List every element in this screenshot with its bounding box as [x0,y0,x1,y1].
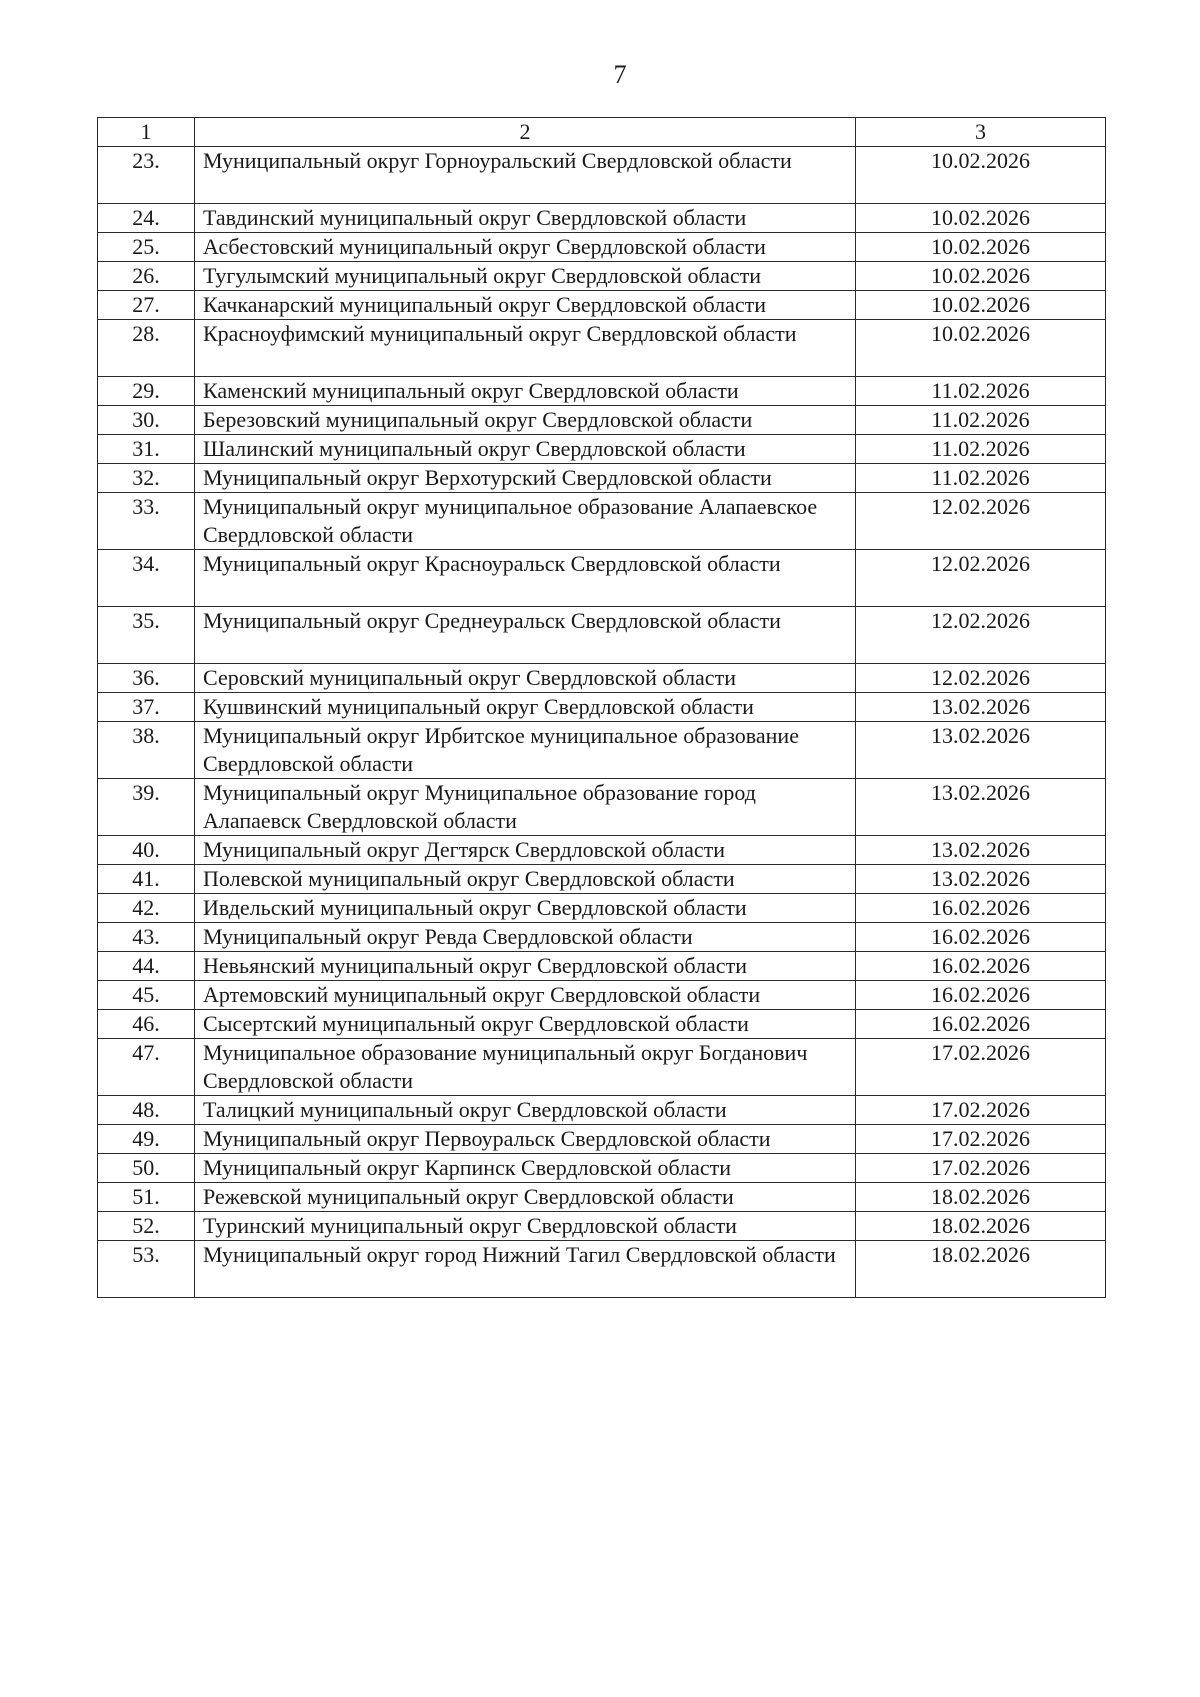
municipality-name-cell: Асбестовский муниципальный округ Свердловской области [195,233,856,262]
date-cell: 12.02.2026 [856,664,1106,693]
row-number-cell: 25. [98,233,195,262]
table-row [98,693,1106,722]
date-cell: 10.02.2026 [856,147,1106,204]
municipality-name-cell: Муниципальное образование муниципальный округ Богданович Свердловской области [195,1039,856,1096]
municipality-name-cell: Муниципальный округ Ревда Свердловской области [195,923,856,952]
date-cell: 12.02.2026 [856,493,1106,550]
municipality-name-cell: Артемовский муниципальный округ Свердловской области [195,981,856,1010]
table-row [98,1010,1106,1039]
row-number-cell: 26. [98,262,195,291]
table-row [98,1096,1106,1125]
municipality-name-cell: Березовский муниципальный округ Свердловской области [195,406,856,435]
table-row [98,894,1106,923]
date-cell: 16.02.2026 [856,894,1106,923]
row-number-cell: 28. [98,320,195,377]
table-row [98,1241,1106,1298]
date-cell: 18.02.2026 [856,1183,1106,1212]
municipality-name-cell: Режевской муниципальный округ Свердловской области [195,1183,856,1212]
schedule-table [97,117,1106,1298]
date-cell: 10.02.2026 [856,204,1106,233]
table-row [98,262,1106,291]
table-row [98,493,1106,550]
date-cell: 13.02.2026 [856,836,1106,865]
date-cell: 17.02.2026 [856,1096,1106,1125]
municipality-name-cell: Муниципальный округ Муниципальное образование город Алапаевск Свердловской области [195,779,856,836]
municipality-name-cell: Муниципальный округ город Нижний Тагил Свердловской области [195,1241,856,1298]
date-cell: 16.02.2026 [856,981,1106,1010]
municipality-name-cell: Муниципальный округ Дегтярск Свердловской области [195,836,856,865]
municipality-name-cell: Муниципальный округ Верхотурский Свердловской области [195,464,856,493]
date-cell: 12.02.2026 [856,607,1106,664]
row-number-cell: 50. [98,1154,195,1183]
table-row [98,607,1106,664]
row-number-cell: 39. [98,779,195,836]
row-number-cell: 31. [98,435,195,464]
municipality-name-cell: Кушвинский муниципальный округ Свердловской области [195,693,856,722]
row-number-cell: 49. [98,1125,195,1154]
table-row [98,722,1106,779]
date-cell: 16.02.2026 [856,1010,1106,1039]
municipality-name-cell: Качканарский муниципальный округ Свердловской области [195,291,856,320]
page-number: 7 [613,60,627,89]
row-number-cell: 35. [98,607,195,664]
table-row [98,865,1106,894]
table-row [98,377,1106,406]
date-cell: 18.02.2026 [856,1212,1106,1241]
table-row [98,204,1106,233]
date-cell: 11.02.2026 [856,377,1106,406]
municipality-name-cell: Муниципальный округ Горноуральский Свердловской области [195,147,856,204]
municipality-name-cell: Тавдинский муниципальный округ Свердловской области [195,204,856,233]
municipality-name-cell: Каменский муниципальный округ Свердловской области [195,377,856,406]
date-cell: 13.02.2026 [856,865,1106,894]
municipality-name-cell: Туринский муниципальный округ Свердловской области [195,1212,856,1241]
table-row [98,233,1106,262]
row-number-cell: 23. [98,147,195,204]
date-cell: 17.02.2026 [856,1125,1106,1154]
date-cell: 10.02.2026 [856,262,1106,291]
row-number-cell: 36. [98,664,195,693]
row-number-cell: 53. [98,1241,195,1298]
table-row [98,147,1106,204]
row-number-cell: 46. [98,1010,195,1039]
municipality-name-cell: Шалинский муниципальный округ Свердловской области [195,435,856,464]
row-number-cell: 51. [98,1183,195,1212]
row-number-cell: 48. [98,1096,195,1125]
table-header-row [98,118,1106,147]
row-number-cell: 29. [98,377,195,406]
table-row [98,664,1106,693]
date-cell: 12.02.2026 [856,550,1106,607]
municipality-name-cell: Талицкий муниципальный округ Свердловской области [195,1096,856,1125]
municipality-name-cell: Серовский муниципальный округ Свердловской области [195,664,856,693]
municipality-name-cell: Муниципальный округ Первоуральск Свердловской области [195,1125,856,1154]
date-cell: 13.02.2026 [856,693,1106,722]
table-row [98,1039,1106,1096]
table-row [98,981,1106,1010]
table-row [98,952,1106,981]
municipality-name-cell: Муниципальный округ Красноуральск Свердловской области [195,550,856,607]
table-body [98,147,1106,1298]
row-number-cell: 40. [98,836,195,865]
municipality-name-cell: Красноуфимский муниципальный округ Свердловской области [195,320,856,377]
row-number-cell: 41. [98,865,195,894]
table-row [98,923,1106,952]
row-number-cell: 37. [98,693,195,722]
date-cell: 10.02.2026 [856,320,1106,377]
row-number-cell: 47. [98,1039,195,1096]
date-cell: 13.02.2026 [856,779,1106,836]
table-row [98,836,1106,865]
table-row [98,550,1106,607]
row-number-cell: 52. [98,1212,195,1241]
table-row [98,1212,1106,1241]
municipality-name-cell: Ивдельский муниципальный округ Свердловской области [195,894,856,923]
municipality-name-cell: Сысертский муниципальный округ Свердловской области [195,1010,856,1039]
row-number-cell: 44. [98,952,195,981]
row-number-cell: 24. [98,204,195,233]
date-cell: 16.02.2026 [856,952,1106,981]
date-cell: 11.02.2026 [856,435,1106,464]
column-header-date: 3 [856,118,1106,147]
municipality-name-cell: Муниципальный округ муниципальное образование Алапаевское Свердловской области [195,493,856,550]
table-row [98,1183,1106,1212]
municipality-name-cell: Муниципальный округ Ирбитское муниципальное образование Свердловской области [195,722,856,779]
date-cell: 10.02.2026 [856,233,1106,262]
date-cell: 10.02.2026 [856,291,1106,320]
row-number-cell: 43. [98,923,195,952]
row-number-cell: 33. [98,493,195,550]
date-cell: 18.02.2026 [856,1241,1106,1298]
row-number-cell: 45. [98,981,195,1010]
municipality-name-cell: Полевской муниципальный округ Свердловской области [195,865,856,894]
row-number-cell: 30. [98,406,195,435]
table-row [98,406,1106,435]
column-header-municipality: 2 [195,118,856,147]
date-cell: 17.02.2026 [856,1154,1106,1183]
municipality-name-cell: Муниципальный округ Карпинск Свердловской области [195,1154,856,1183]
table-row [98,291,1106,320]
row-number-cell: 27. [98,291,195,320]
table-row [98,779,1106,836]
date-cell: 16.02.2026 [856,923,1106,952]
table-row [98,1154,1106,1183]
date-cell: 17.02.2026 [856,1039,1106,1096]
table-row [98,464,1106,493]
municipality-name-cell: Муниципальный округ Среднеуральск Свердловской области [195,607,856,664]
table-row [98,320,1106,377]
date-cell: 13.02.2026 [856,722,1106,779]
column-header-number: 1 [98,118,195,147]
table-row [98,435,1106,464]
date-cell: 11.02.2026 [856,464,1106,493]
row-number-cell: 32. [98,464,195,493]
table-row [98,1125,1106,1154]
municipality-name-cell: Тугулымский муниципальный округ Свердловской области [195,262,856,291]
row-number-cell: 42. [98,894,195,923]
municipality-name-cell: Невьянский муниципальный округ Свердловской области [195,952,856,981]
row-number-cell: 34. [98,550,195,607]
date-cell: 11.02.2026 [856,406,1106,435]
row-number-cell: 38. [98,722,195,779]
